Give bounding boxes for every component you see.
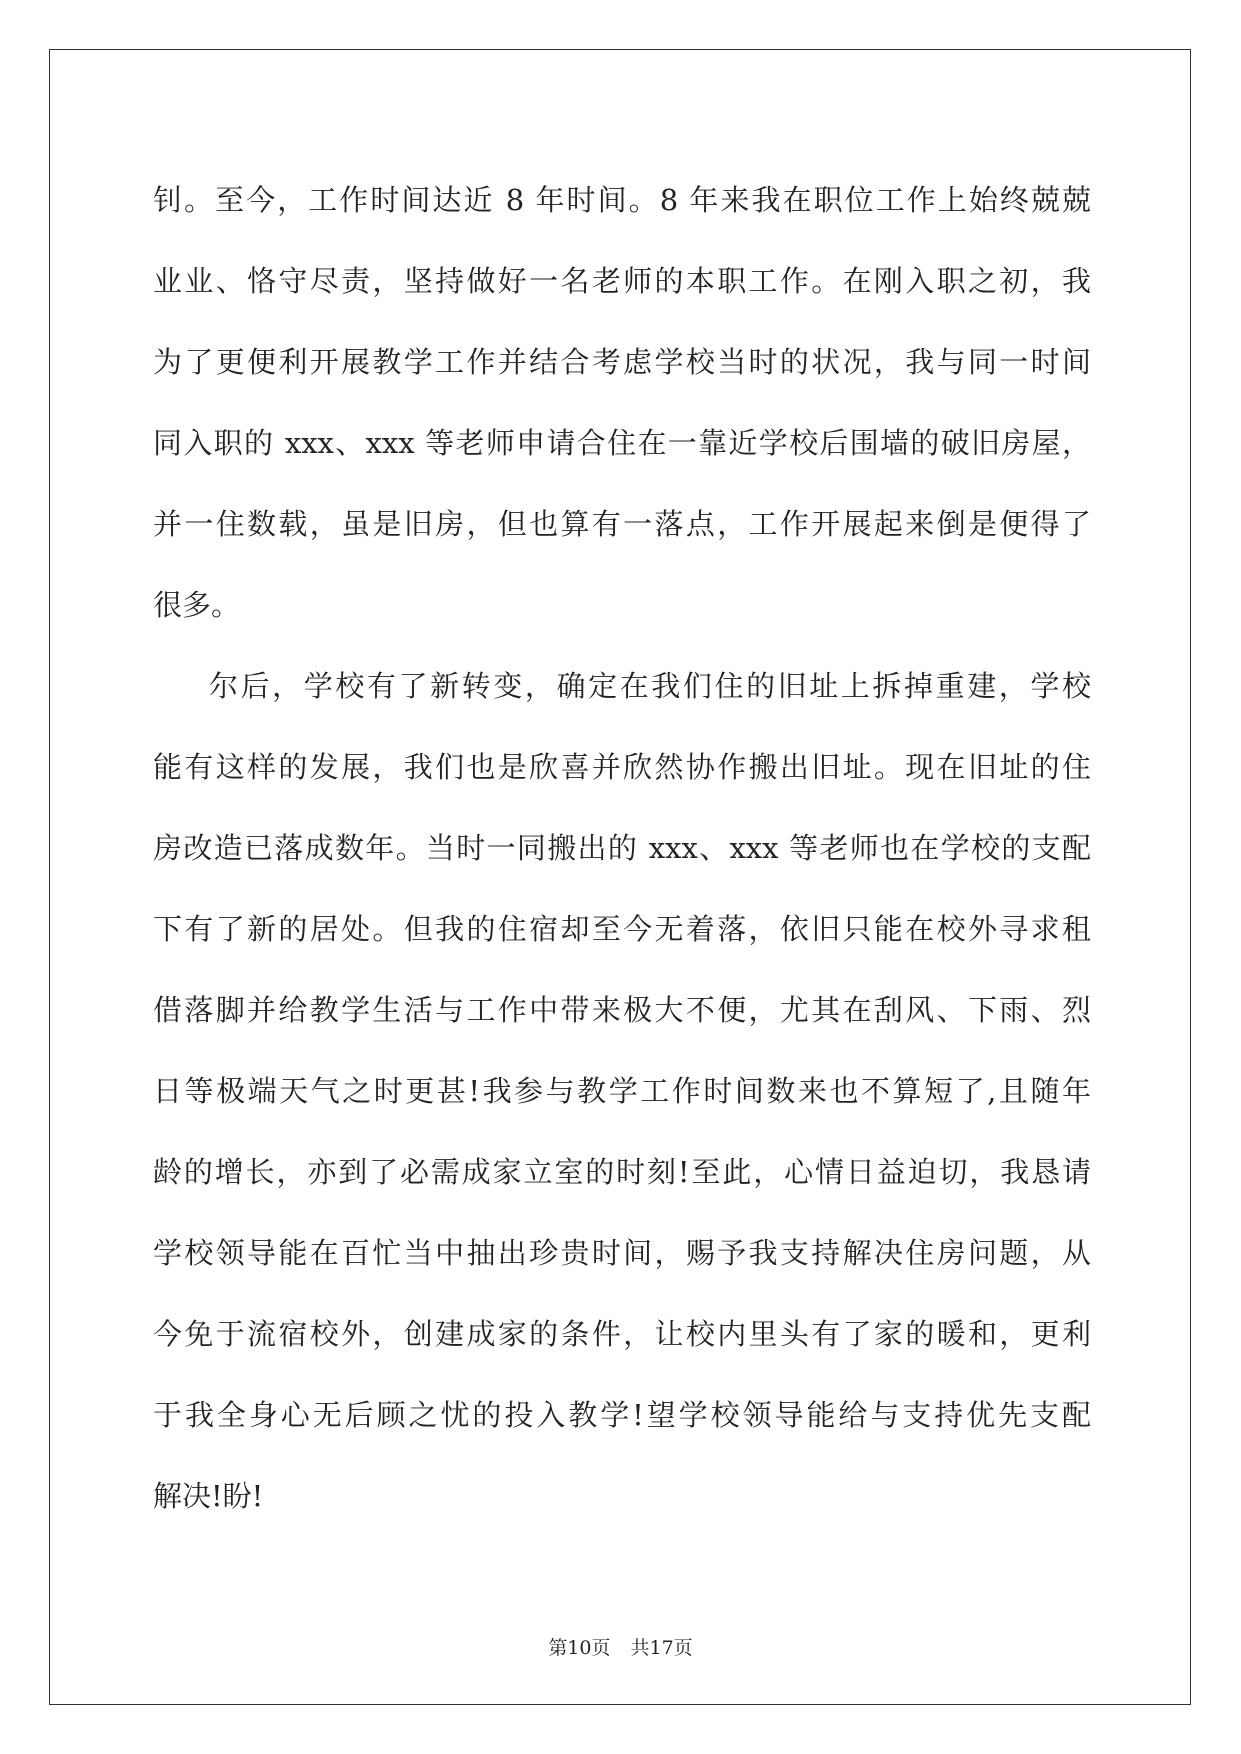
text-line: 解决!盼! bbox=[153, 1479, 264, 1513]
text-line: 为了更便利开展教学工作并结合考虑学校当时的状况，我与同一时间 bbox=[153, 345, 1091, 379]
text-line: 房改造已落成数年。当时一同搬出的 xxx、xxx 等老师也在学校的支配 bbox=[153, 831, 1091, 865]
text-line: 借落脚并给教学生活与工作中带来极大不便，尤其在刮风、下雨、烈 bbox=[153, 993, 1091, 1027]
text-line: 下有了新的居处。但我的住宿却至今无着落，依旧只能在校外寻求租 bbox=[153, 912, 1091, 946]
text-line: 日等极端天气之时更甚!我参与教学工作时间数来也不算短了,且随年 bbox=[153, 1074, 1091, 1108]
text-line: 今免于流宿校外，创建成家的条件，让校内里头有了家的暖和，更利 bbox=[153, 1317, 1091, 1351]
text-line: 很多。 bbox=[153, 588, 241, 622]
text-line: 于我全身心无后顾之忧的投入教学!望学校领导能给与支持优先支配 bbox=[153, 1398, 1091, 1432]
text-line: 并一住数载，虽是旧房，但也算有一落点，工作开展起来倒是便得了 bbox=[153, 507, 1091, 541]
document-body bbox=[153, 160, 1091, 1537]
paragraph-start-line: 尔后，学校有了新转变，确定在我们住的旧址上拆掉重建，学校 bbox=[209, 669, 1091, 703]
page-number-total: 共17页 bbox=[630, 1637, 693, 1659]
text-line: 钊。至今，工作时间达近 8 年时间。8 年来我在职位工作上始终兢兢 bbox=[153, 183, 1091, 217]
page-footer bbox=[0, 1633, 1241, 1660]
text-line: 学校领导能在百忙当中抽出珍贵时间，赐予我支持解决住房问题，从 bbox=[153, 1236, 1091, 1270]
page-number-current: 第10页 bbox=[548, 1637, 611, 1659]
text-line: 同入职的 xxx、xxx 等老师申请合住在一靠近学校后围墙的破旧房屋， bbox=[153, 426, 1091, 460]
text-line: 龄的增长，亦到了必需成家立室的时刻!至此，心情日益迫切，我恳请 bbox=[153, 1155, 1091, 1189]
text-line: 业业、恪守尽责，坚持做好一名老师的本职工作。在刚入职之初，我 bbox=[153, 264, 1091, 298]
text-line: 能有这样的发展，我们也是欣喜并欣然协作搬出旧址。现在旧址的住 bbox=[153, 750, 1091, 784]
